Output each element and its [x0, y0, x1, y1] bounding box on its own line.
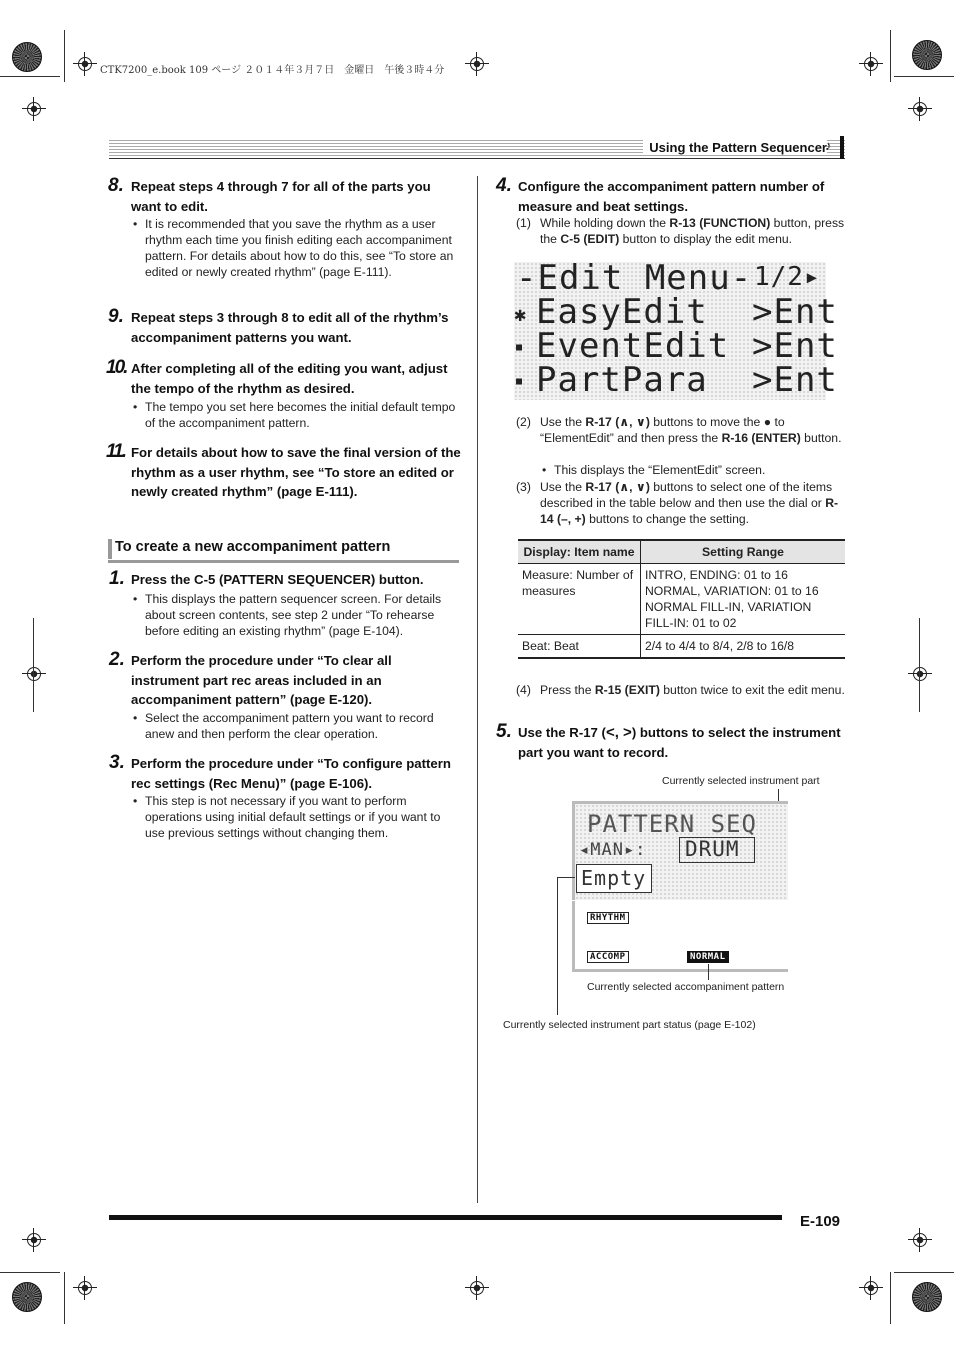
lcd-pattern-sequencer	[572, 801, 788, 900]
substep-number: (1)	[516, 216, 531, 230]
accomp-indicator: ACCOMP	[587, 951, 629, 963]
step-number: 2.	[109, 649, 125, 670]
callout-accompaniment-pattern: Currently selected accompaniment pattern	[587, 981, 785, 993]
crosshair-icon	[73, 52, 97, 76]
step-number: 5.	[496, 721, 512, 742]
lcd-row-ent: >Ent	[752, 292, 838, 332]
substep-bullet: • This displays the “ElementEdit” screen.	[554, 462, 844, 478]
crop-mark	[890, 30, 891, 82]
table-cell: Measure: Number of measures	[518, 564, 641, 635]
table-row	[518, 635, 845, 659]
registration-dial-icon	[12, 1282, 42, 1312]
crosshair-icon	[73, 1276, 97, 1300]
step-heading: Perform the procedure under “To clear all instrument part rec areas included in an accompaniment pattern” (page E-120).	[131, 653, 392, 707]
lcd-edit-menu	[514, 258, 838, 400]
callout-line	[557, 877, 575, 878]
crosshair-icon	[908, 662, 932, 686]
step-number: 1.	[109, 568, 125, 589]
lcd-part-name: DRUM	[685, 837, 740, 861]
crop-mark	[0, 76, 60, 77]
crop-mark	[64, 30, 65, 82]
crop-mark	[0, 1272, 60, 1273]
table-header-row	[518, 540, 845, 564]
settings-table	[518, 539, 845, 659]
header-end-bar	[840, 136, 844, 159]
crosshair-icon	[465, 1276, 489, 1300]
callout-line	[557, 877, 558, 1015]
lcd-screen-title: PATTERN SEQ	[587, 810, 757, 838]
step-number: 9.	[108, 306, 124, 327]
lcd-row-easyedit: EasyEdit	[536, 292, 708, 332]
step-heading: Configure the accompaniment pattern number of measure and beat settings.	[518, 179, 825, 214]
step-bullet: • This step is not necessary if you want to perform operations using initial default settings or if you want to use previous settings without changing them.	[145, 793, 460, 841]
section-title: To create a new accompaniment pattern	[115, 539, 391, 555]
music-note-icon: ♪	[825, 138, 832, 153]
table-header: Setting Range	[641, 540, 846, 564]
crop-mark	[919, 618, 920, 712]
table-row	[518, 564, 845, 635]
substep-number: (4)	[516, 683, 531, 697]
crosshair-icon	[859, 1276, 883, 1300]
step-heading: Perform the procedure under “To configure pattern rec settings (Rec Menu)” (page E-106).	[131, 756, 451, 791]
print-info: CTK7200_e.book 109 ページ ２０１４年３月７日 金曜日 午後３時４分	[100, 65, 445, 76]
lcd-mode: ◂MAN▸:	[579, 840, 647, 860]
crosshair-icon	[22, 1228, 46, 1252]
lcd-row-bullet: ■	[516, 376, 524, 387]
substep-number: (3)	[516, 480, 531, 494]
crosshair-icon	[465, 52, 489, 76]
step-bullet: • The tempo you set here becomes the initial default tempo of the accompaniment pattern.	[145, 399, 460, 431]
crosshair-icon	[859, 52, 883, 76]
step-bullet: • This displays the pattern sequencer screen. For details about screen contents, see step 2 under “To rehearse before editing an existing rhythm” (page E-104).	[145, 591, 460, 639]
table-cell: INTRO, ENDING: 01 to 16 NORMAL, VARIATION: 01 to 16 NORMAL FILL-IN, VARIATION FILL-IN: 01 to 02	[641, 564, 846, 635]
registration-dial-icon	[912, 40, 942, 70]
step-number: 3.	[109, 752, 125, 773]
lcd-page-indicator: 1/2▸	[754, 262, 821, 292]
table-header: Display: Item name	[518, 540, 641, 564]
section-heading	[108, 538, 459, 563]
lcd-cursor-icon: ✱	[514, 302, 528, 326]
rhythm-indicator: RHYTHM	[587, 912, 629, 924]
step-number: 8.	[108, 175, 124, 196]
table-cell: Beat: Beat	[518, 635, 641, 659]
page-header-title: Using the Pattern Sequencer	[643, 140, 827, 155]
registration-dial-icon	[912, 1282, 942, 1312]
step-number: 4.	[496, 175, 512, 196]
step-number: 10.	[106, 357, 127, 378]
crop-mark	[894, 76, 954, 77]
page-number: E-109	[800, 1213, 841, 1230]
step-bullet: • Select the accompaniment pattern you want to record anew and then perform the clear operation.	[145, 710, 460, 742]
step-heading: Use the R-17 (<, >) buttons to select the instrument part you want to record.	[518, 724, 841, 760]
crosshair-icon	[908, 1228, 932, 1252]
step-number: 11.	[106, 441, 126, 462]
step-heading: After completing all of the editing you want, adjust the tempo of the rhythm as desired.	[131, 361, 448, 396]
substep: (1) While holding down the R-13 (FUNCTION) button, press the C-5 (EDIT) button to display the edit menu.	[516, 216, 845, 246]
step-heading: Repeat steps 4 through 7 for all of the parts you want to edit.	[131, 179, 431, 214]
substep: (2) Use the R-17 (∧, ∨) buttons to move the ● to “ElementEdit” and then press the R-16 (ENTER) button.	[516, 415, 842, 445]
lcd-menu-title: -Edit Menu-	[516, 258, 753, 298]
callout-part-status: Currently selected instrument part status (page E-102)	[503, 1019, 756, 1031]
footer-bar	[109, 1215, 782, 1220]
crosshair-icon	[22, 97, 46, 121]
substep: (3) Use the R-17 (∧, ∨) buttons to select one of the items described in the table below and then use the dial or R-14 (–, +) buttons to change the setting.	[516, 480, 839, 526]
lcd-row-ent: >Ent	[752, 360, 838, 400]
lcd-row-partpara: PartPara	[536, 360, 708, 400]
step-heading: For details about how to save the final version of the rhythm as a user rhythm, see “To store an edited or newly created rhythm” (page E-111).	[131, 445, 461, 499]
crosshair-icon	[22, 662, 46, 686]
step-heading: Repeat steps 3 through 8 to edit all of the rhythm’s accompaniment patterns you want.	[131, 310, 449, 345]
normal-indicator: NORMAL	[687, 951, 729, 963]
crop-mark	[33, 618, 34, 712]
crop-mark	[64, 1272, 65, 1324]
callout-line	[708, 964, 709, 980]
substep-number: (2)	[516, 415, 531, 429]
column-separator	[477, 176, 478, 1203]
substep: (4) Press the R-15 (EXIT) button twice to exit the edit menu.	[516, 683, 845, 697]
lcd-row-ent: >Ent	[752, 326, 838, 366]
lcd-row-eventedit: EventEdit	[536, 326, 730, 366]
registration-dial-icon	[12, 42, 42, 72]
lcd-status: Empty	[581, 866, 647, 890]
crop-mark	[894, 1272, 954, 1273]
crop-mark	[890, 1272, 891, 1324]
lcd-row-bullet: ■	[516, 342, 524, 353]
callout-instrument-part: Currently selected instrument part	[662, 775, 820, 787]
step-heading: Press the C-5 (PATTERN SEQUENCER) button.	[131, 572, 424, 587]
crosshair-icon	[908, 97, 932, 121]
step-bullet: • It is recommended that you save the rhythm as a user rhythm each time you finish editing each accompaniment pattern. For details about how to do this, see “To store an edited or newly created rhythm” (page E-111).	[145, 216, 460, 280]
table-cell: 2/4 to 4/4 to 8/4, 2/8 to 16/8	[641, 635, 846, 659]
